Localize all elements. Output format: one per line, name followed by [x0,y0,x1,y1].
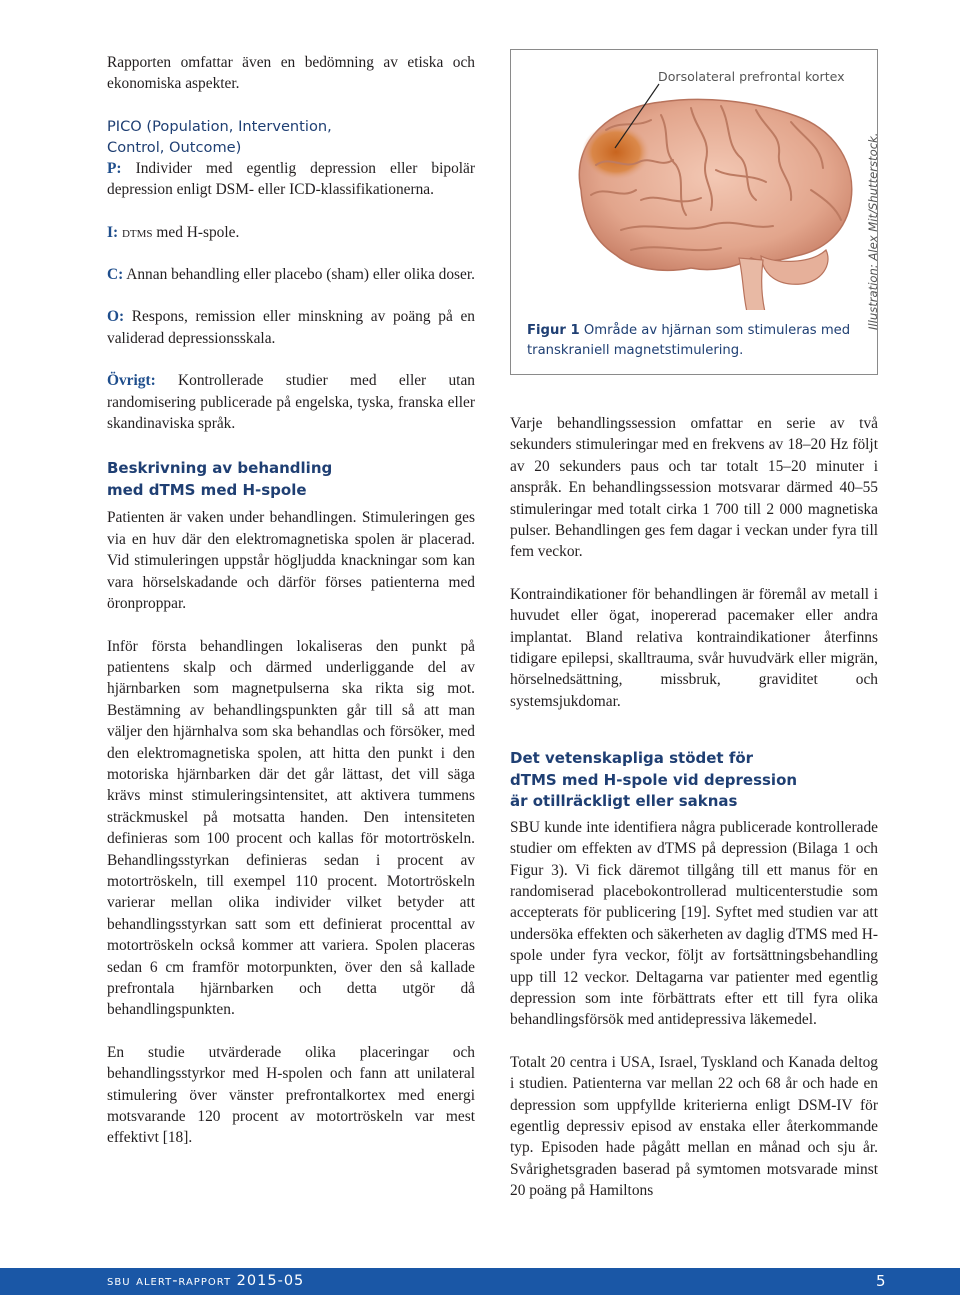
treatment-paragraph-3: En studie utvärderade olika placeringar och behandlingsstyrkor med H-spolen och fann att unilateral stimulering över vänster prefrontalkortex med energi motsvarande 120 procent av motortröskeln var mest effektivt [18]. [107,1043,475,1147]
figure-caption-label: Figur 1 [527,323,580,338]
pico-population [107,158,475,201]
treatment-paragraph-2: Inför första behandlingen lokaliseras den punkt på patientens skalp och därmed underliggande del av hjärnbarken som magnetpulserna ska rikta sig mot. Bestämning av behandlingspunkten går till så att man väljer den hjärnhalva som ska behandlas och försöker, med den elektromagnetiska spolen, att hitta den punkt i den motoriska hjärnbarken där det går lättast, det vill säga krävs minst stimuleringsintensitet, att aktivera tummens sträckmuskel på motsatta handen. Den intensiteten definieras som 100 procent och kallas för motortröskeln. Behandlingsstyrkan definieras sedan i procent av motortröskeln, till exempel 110 procent. Motortröskeln varierar mellan olika individer vilket betyder att behandlingsstyrkan satt som ett definierat procenttal av motortröskeln också kommer att variera. Spolen placeras sedan 6 cm framför motorpunkten, över den så kallade prefrontala hjärnbarken och detta utgör då behandlingspunkten. [107,637,475,1019]
ovrigt-paragraph [107,370,475,434]
pico-heading [107,116,475,158]
pico-heading-line-2: Control, Outcome) [107,138,242,156]
pico-outcome [107,306,475,349]
i-text: med H-spole. [156,223,240,241]
session-paragraph: Varje behandlingssession omfattar en serie av två sekunders stimuleringar med en frekvens av 18–20 Hz följt av 20 sekunders paus och tar totalt 15–20 minuter i anspråk. En behandlingssession motsvarar därmed 40–55 stimuleringar med totalt cirka 1 700 till 2 000 magnetiska pulser. Behandlingen ges fem dagar i veckan under fyra till fem veckor. [510,415,878,561]
c-label: C: [107,266,124,284]
p-label: P: [107,159,122,177]
intro-paragraph: Rapporten omfattar även en bedömning av etiska och ekonomiska aspekter. [107,54,475,93]
i-label: I: [107,223,119,241]
p-text: Individer med egentlig depression eller bipolär depression enligt DSM- eller ICD-klassifikationerna. [107,159,475,199]
evidence-paragraph-2: Totalt 20 centra i USA, Israel, Tyskland och Kanada deltog i studien. Patienterna var mellan 22 och 68 år och hade en depression som uppfyllde kriterierna enligt DSM-IV för egentlig depressiv episod av enstaka eller återkommande typ. Episoden hade pågått mellan en månad och sju år. Svårighetsgraden baserad på symtomen motsvarade minst 20 poäng på Hamiltons [510,1053,878,1200]
illustration-credit: Illustration: Alex Mit/Shutterstock. [866,132,880,330]
ovrigt-label: Övrigt: [107,372,156,390]
brain-stem [739,258,765,310]
region-label: Dorsolateral prefrontal kortex [658,69,845,84]
left-column [107,52,475,1149]
contraindications-paragraph: Kontraindikationer för behandlingen är föremål av metall i huvudet eller ögat, inopererad pacemaker eller andra implantat. Bland relativa kontraindikationer återfinns tidigare epilepsi, skalltrauma, svår huvudvärk eller migrän, hörselnedsättning, missbruk, graviditet och systemsjukdomar. [510,585,878,710]
treatment-paragraph-1: Patienten är vaken under behandlingen. Stimuleringen ges via en huv där den elektromagnetiska spolen är placerad. Vid stimuleringen uppstår högljudda knackningar som kan vara hörselskadande och därför förses patienterna med öronproppar. [107,509,475,613]
pico-heading-line-1: PICO (Population, Intervention, [107,117,332,135]
beskrivning-heading-line-1: Beskrivning av behandling [107,459,333,478]
pico-intervention [107,222,475,243]
figure-1 [510,49,878,375]
pico-control [107,264,475,285]
evidence-heading-line-3: är otillräckligt eller saknas [510,792,738,811]
figure-caption-text: Område av hjärnan som stimuleras med transkraniell magnetstimulering. [527,323,851,358]
right-column [510,413,878,1202]
evidence-heading [510,748,878,813]
footer-publication: sbu alert-rapport 2015-05 [107,1273,305,1289]
page-number: 5 [876,1272,886,1290]
evidence-heading-line-2: dTMS med H-spole vid depression [510,770,798,789]
evidence-paragraph-1: SBU kunde inte identifiera några publicerade kontrollerade studier om effekten av dTMS på depression (Bilaga 1 och Figur 3). Vi fick däremot tillgång till ett manus för en randomiserad placebokontrollerad multicenterstudie som accepterats för publicering [19]. Syftet med studien var att undersöka effekten och säkerheten av daglig dTMS med H-spole under fyra veckor, följt av fortsättningsbehandling upp till 12 veckor. Deltagarna var patienter med egentlig depression som inte förbättrats efter ett till fyra olika behandlingsförsök med antidepressiva läkemedel. [510,818,878,1029]
brain-illustration [511,50,877,310]
page-footer [0,1268,960,1295]
beskrivning-heading-line-2: med dTMS med H-spole [107,480,307,499]
o-label: O: [107,308,125,326]
evidence-heading-line-1: Det vetenskapliga stödet för [510,749,754,768]
dlpfc-region [582,124,650,180]
ovrigt-text: Kontrollerade studier med eller utan randomisering publicerade på engelska, tyska, franska eller skandinaviska språk. [107,372,475,433]
figure-caption [527,321,857,360]
i-text-smallcaps: dtms [121,223,153,241]
c-text: Annan behandling eller placebo (sham) eller olika doser. [126,266,475,284]
o-text: Respons, remission eller minskning av poäng på en validerad depressionsskala. [107,308,475,347]
beskrivning-heading [107,458,475,501]
